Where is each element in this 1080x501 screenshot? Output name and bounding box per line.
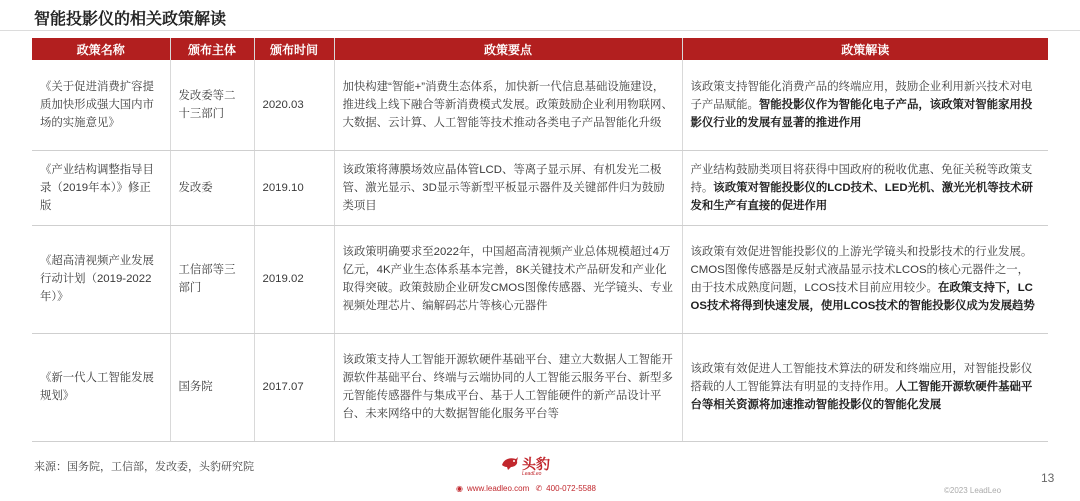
- interpretation-highlight: 在政策支持下，LCOS技术将得到快速发展，使用LCOS技术的智能投影仪成为发展趋势: [690, 282, 1035, 312]
- policy-points: 该政策明确要求至2022年，中国超高清视频产业总体规模超过4万亿元，4K产业生态体系基本完善，8K关键技术产品研发和产业化取得突破。政策鼓励企业研发CMOS图像传感器、光学镜头、专业视频处理芯片、编解码芯片等核心元器件: [334, 225, 682, 333]
- policy-table: [32, 38, 1048, 442]
- logo-text: 头豹: [522, 456, 550, 472]
- interpretation-text: 该政策有效促进人工智能技术算法的研发和终端应用，对智能投影仪搭载的人工智能算法有明显的支持作用。: [690, 363, 1033, 393]
- interpretation-highlight: 人工智能开源软硬件基础平台等相关资源将加速推动智能投影仪的智能化发展: [690, 381, 1033, 411]
- interpretation-text: 该政策有效促进智能投影仪的上游光学镜头和投影技术的行业发展。CMOS图像传感器是反射式液晶显示技术LCOS的核心元器件之一，由于技术成熟度问题，LCOS技术目前应用较少。: [690, 246, 1033, 294]
- policy-date: 2020.03: [254, 60, 334, 150]
- logo-subtext: LeadLeo: [522, 471, 542, 477]
- title-divider: [0, 30, 1080, 31]
- policy-issuer: 发改委等二十三部门: [170, 60, 254, 150]
- page-number: 13: [1041, 471, 1055, 485]
- globe-icon: ◉: [456, 484, 463, 493]
- policy-date: 2019.10: [254, 150, 334, 225]
- contact-line: [456, 484, 600, 493]
- phone-icon: ✆: [535, 484, 543, 493]
- policy-name: 《超高清视频产业发展行动计划（2019-2022年）》: [32, 225, 170, 333]
- source-note: 来源：国务院，工信部，发改委，头豹研究院: [34, 461, 254, 473]
- policy-interpretation: [682, 333, 1048, 441]
- policy-date: 2017.07: [254, 333, 334, 441]
- header-policy-name: 政策名称: [32, 38, 170, 60]
- header-interpretation: 政策解读: [682, 38, 1048, 60]
- leadleo-logo: [500, 452, 580, 478]
- table-row: [32, 333, 1048, 441]
- leopard-logo-icon: [500, 453, 520, 473]
- website-link[interactable]: www.leadleo.com: [466, 484, 530, 493]
- table-row: [32, 225, 1048, 333]
- policy-points: 加快构建“智能+”消费生态体系，加快新一代信息基础设施建设，推进线上线下融合等新消费模式发展。政策鼓励企业利用物联网、大数据、云计算、人工智能等技术推动各类电子产品智能化升级: [334, 60, 682, 150]
- policy-issuer: 国务院: [170, 333, 254, 441]
- policy-points: 该政策支持人工智能开源软硬件基础平台、建立大数据人工智能开源软件基础平台、终端与云端协同的人工智能云服务平台、新型多元智能传感器件与集成平台、基于人工智能硬件的新产品设计平台、未来网络中的大数据智能化服务平台等: [334, 333, 682, 441]
- policy-issuer: 工信部等三部门: [170, 225, 254, 333]
- table-row: [32, 60, 1048, 150]
- policy-points: 该政策将薄膜场效应晶体管LCD、等离子显示屏、有机发光二极管、激光显示、3D显示等新型平板显示器件及关键部件归为鼓励类项目: [334, 150, 682, 225]
- copyright: ©2023 LeadLeo: [944, 486, 1002, 495]
- policy-interpretation: [682, 60, 1048, 150]
- policy-interpretation: [682, 225, 1048, 333]
- interpretation-highlight: 该政策对智能投影仪的LCD技术、LED光机、激光光机等技术研发和生产有直接的促进作用: [690, 181, 1033, 212]
- header-issuer: 颁布主体: [170, 38, 254, 60]
- interpretation-highlight: 智能投影仪作为智能化电子产品，该政策对智能家用投影仪行业的发展有显著的推进作用: [690, 98, 1033, 129]
- policy-name: 《产业结构调整指导目录（2019年本）》修正版: [32, 150, 170, 225]
- policy-name: 《新一代人工智能发展规划》: [32, 333, 170, 441]
- table-row: [32, 150, 1048, 225]
- header-points: 政策要点: [334, 38, 682, 60]
- policy-name: 《关于促进消费扩容提质加快形成强大国内市场的实施意见》: [32, 60, 170, 150]
- interpretation-text: 产业结构鼓励类项目将获得中国政府的税收优惠、免征关税等政策支持。: [690, 163, 1033, 194]
- header-date: 颁布时间: [254, 38, 334, 60]
- policy-issuer: 发改委: [170, 150, 254, 225]
- policy-date: 2019.02: [254, 225, 334, 333]
- policy-interpretation: [682, 150, 1048, 225]
- page-title: 智能投影仪的相关政策解读: [34, 11, 227, 28]
- interpretation-text: 该政策支持智能化消费产品的终端应用，鼓励企业利用新兴技术对电子产品赋能。: [690, 80, 1033, 111]
- phone-number: 400-072-5588: [546, 484, 596, 493]
- table-header-row: [32, 38, 1048, 60]
